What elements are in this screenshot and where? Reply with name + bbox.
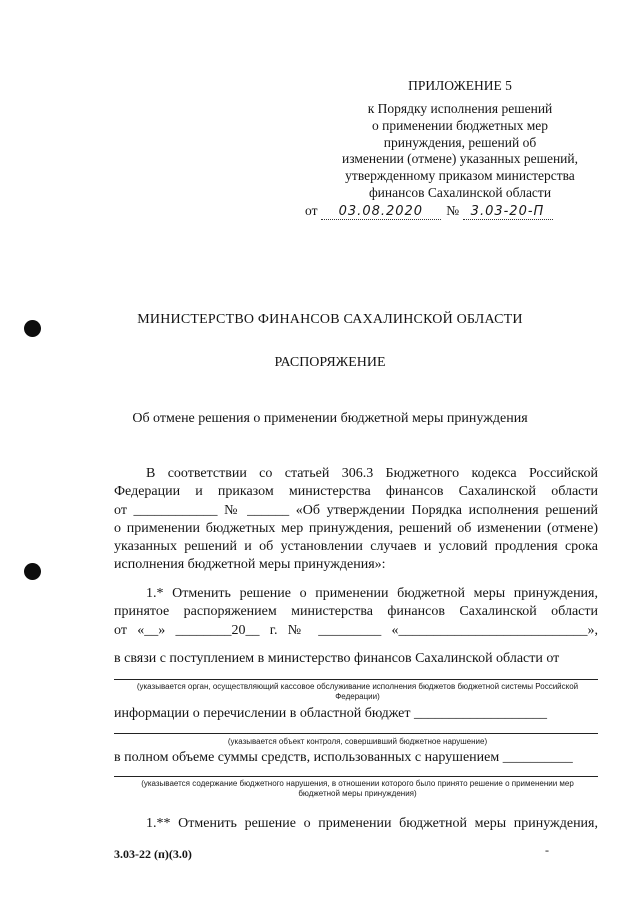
- clause-line-receipt: в связи с поступлением в министерство финансов Сахалинской области от: [114, 651, 560, 666]
- approval-date: 03.08.2020: [321, 204, 441, 220]
- punch-hole-top: [24, 320, 41, 337]
- punch-hole-bottom: [24, 563, 41, 580]
- number-prefix: №: [446, 203, 460, 218]
- note-object: (указывается объект контроля, совершивший бюджетное нарушение): [227, 737, 488, 746]
- clause-line: 1.* Отменить решение о применении бюджетной меры принуждения,: [146, 586, 598, 601]
- clause-2-paragraph: [114, 815, 598, 833]
- appendix-line: к Порядку исполнения решений: [367, 101, 553, 116]
- clause-line: принятое распоряжением министерства финансов Сахалинской области: [114, 604, 598, 620]
- blank-line-object: [114, 733, 598, 734]
- document-subject: Об отмене решения о применении бюджетной меры принуждения: [132, 411, 528, 426]
- preamble-line: от ____________ № ______ «Об утверждении Порядка исполнения решений: [114, 502, 598, 518]
- appendix-line: о применении бюджетных мер: [371, 117, 548, 133]
- ministry-name: МИНИСТЕРСТВО ФИНАНСОВ САХАЛИНСКОЙ ОБЛАСТИ: [137, 312, 523, 327]
- appendix-line: финансов Сахалинской области: [368, 184, 552, 200]
- approval-number: 3.03-20-П: [463, 204, 553, 220]
- document-type: РАСПОРЯЖЕНИЕ: [274, 355, 386, 370]
- form-code: 3.03-22 (п)(3.0): [114, 847, 192, 861]
- appendix-line: принуждения, решений об: [383, 134, 537, 150]
- appendix-reference: [310, 101, 610, 202]
- preamble-line: В соответствии со статьей 306.3 Бюджетного кодекса Российской: [146, 466, 598, 481]
- clause-line-information: информации о перечислении в областной бюджет ___________________: [114, 706, 548, 721]
- page-mark: -: [545, 843, 549, 857]
- preamble-line: указанных решений и об установлении случаев и условий продления срока: [114, 539, 598, 555]
- appendix-date-number: [305, 203, 605, 220]
- appendix-line: утвержденному приказом министерства: [345, 168, 575, 184]
- clause-line-amount: в полном объеме суммы средств, использованных с нарушением __________: [114, 750, 573, 765]
- blank-line-authority: [114, 679, 598, 680]
- clause-line: от «__» ________20__ г. № _________ «___________________________»,: [114, 622, 598, 638]
- preamble-line: Федерации и приказом министерства финансов Сахалинской области: [114, 484, 598, 500]
- date-prefix: от: [305, 203, 318, 218]
- clause-line: 1.** Отменить решение о применении бюджетной меры принуждения,: [146, 816, 598, 831]
- preamble-line: о применении бюджетных мер принуждения, решений об изменении (отмене): [114, 520, 598, 536]
- blank-line-violation: [114, 776, 598, 777]
- clause-1-paragraph: [114, 585, 598, 640]
- appendix-line: изменении (отмене) указанных решений,: [342, 151, 578, 167]
- note-authority: (указывается орган, осуществляющий кассовое обслуживание исполнения бюджетов бюджетной системы Российской Федерации): [136, 682, 579, 701]
- note-violation: (указывается содержание бюджетного нарушения, в отношении которого было принято решение о применении мер бюджетной меры принуждения): [141, 779, 574, 798]
- appendix-title: ПРИЛОЖЕНИЕ 5: [408, 78, 512, 93]
- preamble-line: исполнения бюджетной меры принуждения»:: [114, 557, 386, 573]
- preamble-paragraph: [114, 465, 598, 575]
